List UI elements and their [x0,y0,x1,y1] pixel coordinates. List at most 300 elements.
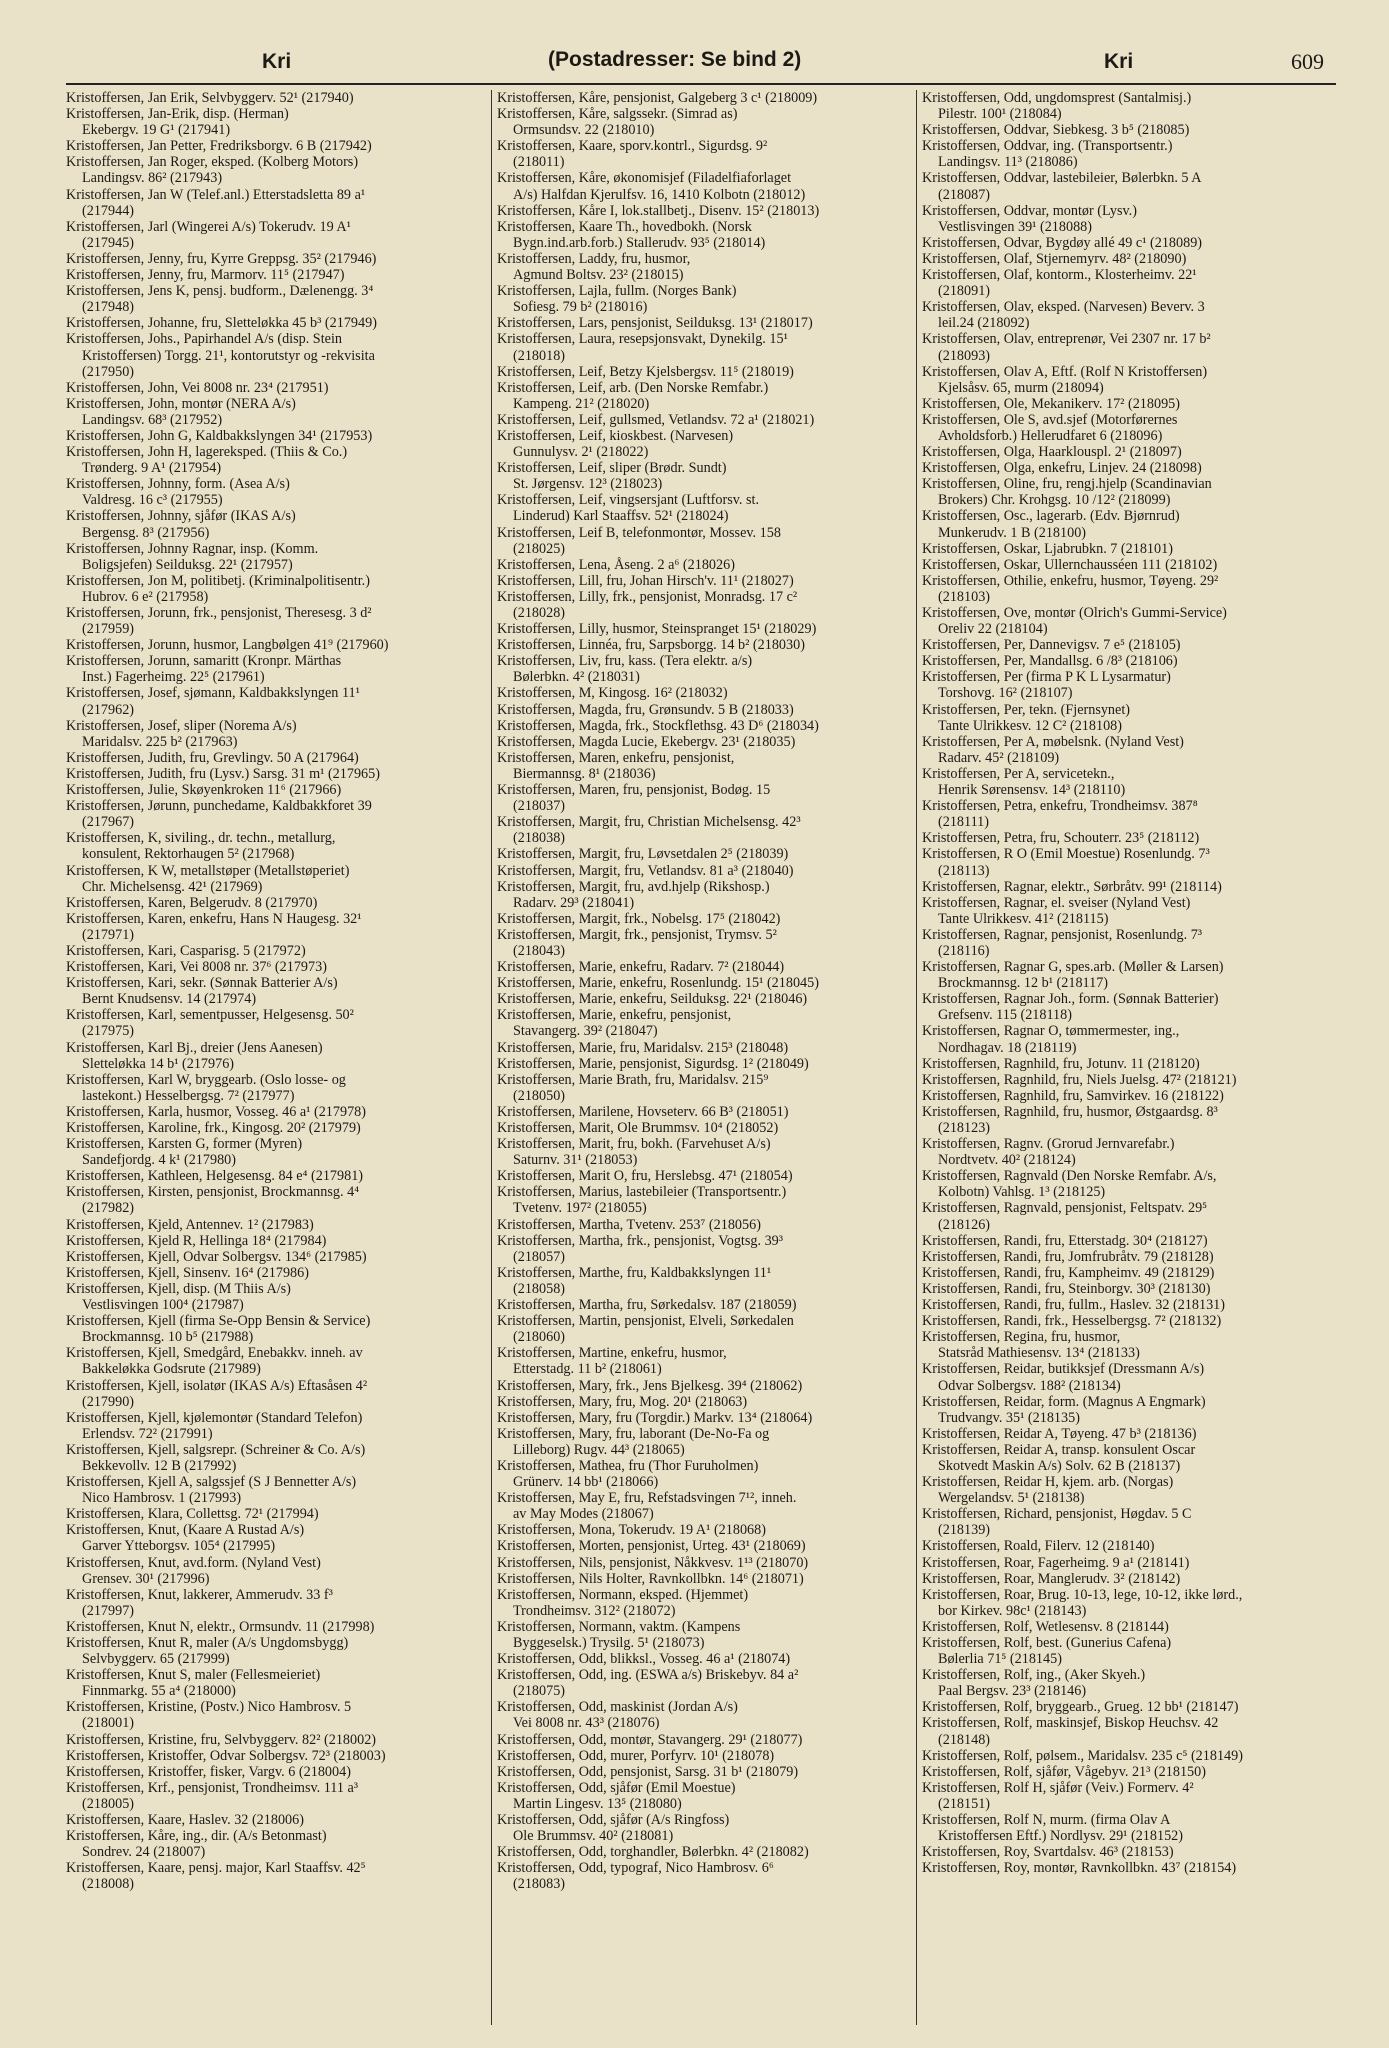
directory-entry-line: Kristoffersen, Jenny, fru, Kyrre Greppsg. 35² (217946) [66,250,377,267]
directory-entry-line: Bakkeløkka Godsrute (217989) [82,1361,261,1378]
directory-entry-line: Kristoffersen, Kari, sekr. (Sønnak Batterier A/s) [66,975,338,992]
directory-entry-line: Kolbotn) Vahlsg. 1³ (218125) [938,1184,1106,1201]
directory-entry-line: (217971) [82,926,135,943]
directory-entry-line: Kristoffersen, Jorunn, frk., pensjonist, Theresesg. 3 d² [66,605,372,621]
directory-entry-line: Munkerudv. 1 B (218100) [938,524,1087,541]
directory-entry-line: Kristoffersen, Kari, Casparisg. 5 (217972) [66,942,306,959]
directory-entry-line: Kristoffersen, Kristoffer, Odvar Solbergsv. 72³ (218003) [66,1747,386,1764]
directory-entry-line: Kristoffersen, Petra, fru, Schouterr. 23⁵ (218112) [922,830,1200,847]
directory-entry-line: Kristoffersen, Knut, lakkerer, Ammerudv. 33 f³ [66,1586,333,1603]
directory-entry-line: Kristoffersen, Karla, husmor, Vosseg. 46 a¹ (217978) [66,1103,366,1120]
directory-entry-line: Inst.) Fagerheimg. 22⁵ (217961) [82,669,265,686]
directory-entry-line: Kristoffersen, Jorunn, husmor, Langbølgen 41⁹ (217960) [66,637,389,654]
directory-entry-line: Kristoffersen, Odd, maskinist (Jordan A/s) [497,1699,738,1716]
directory-entry-line: Kristoffersen, Marius, lastebileier (Transportsentr.) [497,1184,787,1201]
directory-entry-line: Kristoffersen, Ove, montør (Olrich's Gummi-Service) [922,605,1227,621]
directory-entry-line: Ole Brummsv. 40² (218081) [513,1828,674,1845]
directory-entry-line: Kristoffersen, Jan Erik, Selvbyggerv. 52¹ (217940) [66,90,354,106]
directory-entry-line: (218060) [513,1329,566,1346]
directory-entry-line: Kristoffersen, Knut, (Kaare A Rustad A/s) [66,1522,305,1539]
directory-entry-line: Kristoffersen, Nils, pensjonist, Nåkkvesv. 1¹³ (218070) [497,1554,809,1571]
header-left: Kri [262,50,292,73]
directory-entry-line: Torshovg. 16² (218107) [938,685,1073,702]
directory-entry-line: Kristoffersen, Olav A, Eftf. (Rolf N Kristoffersen) [922,363,1208,380]
directory-entry-line: Kristoffersen, Knut S, maler (Fellesmeieriet) [66,1667,321,1684]
directory-entry-line: Statsråd Mathiesensv. 13⁴ (218133) [938,1345,1140,1362]
directory-entry-line: (218111) [938,814,989,831]
directory-entry-line: Kristoffersen, Karl, sementpusser, Helgesensg. 50² [66,1007,354,1024]
directory-entry-line: Pilestr. 100¹ (218084) [938,106,1062,123]
directory-entry-line: (218139) [938,1522,991,1539]
directory-entry-line: Kristoffersen, Kristine, (Postv.) Nico Hambrosv. 5 [66,1699,352,1716]
directory-entry-line: Kristoffersen, Marit, Ole Brummsv. 10⁴ (218052) [497,1120,779,1136]
directory-entry-line: Kristoffersen, Randi, fru, Etterstadg. 30⁴ (218127) [922,1232,1208,1249]
directory-entry-line: Erlendsv. 72² (217991) [82,1425,213,1442]
directory-entry-line: Kristoffersen, Reidar, form. (Magnus A Engmark) [922,1393,1206,1410]
directory-entry-line: Tante Ulrikkesv. 12 C² (218108) [938,717,1122,734]
directory-entry-line: Kristoffersen, Mathea, fru (Thor Furuholmen) [497,1457,759,1474]
directory-entry-line: Kristoffersen, Lilly, frk., pensjonist, Monradsg. 17 c² [497,588,798,605]
directory-entry-line: (218028) [513,605,566,621]
directory-entry-line: Kristoffersen, Oddvar, Siebkesg. 3 b⁵ (218085) [922,122,1190,139]
directory-entry-line: Kristoffersen, John, Vei 8008 nr. 23⁴ (217951) [66,379,329,396]
directory-entry-line: Kristoffersen, Marie, enkefru, Seilduksg. 22¹ (218046) [497,991,808,1008]
directory-entry-line: Grensev. 30¹ (217996) [82,1570,210,1587]
directory-entry-line: leil.24 (218092) [938,315,1030,332]
directory-entry-line: Kristoffersen, Olga, Haarklouspl. 2¹ (218097) [922,444,1182,461]
directory-entry-line: Landingsv. 11³ (218086) [938,154,1078,171]
directory-entry-line: Kristoffersen, Leif, Betzy Kjelsbergsv. 11⁵ (218019) [497,363,794,380]
column-3 [916,90,1337,2025]
directory-entry-line: Kristoffersen, Roar, Brug. 10-13, lege, 10-12, ikke lørd., [922,1586,1243,1603]
directory-entry-line: Kristoffersen, Ragnvald (Den Norske Remfabr. A/s, [922,1168,1217,1185]
directory-entry-line: Kristoffersen, Karl Bj., dreier (Jens Aanesen) [66,1039,323,1056]
directory-entry-line: Kristoffersen, Karen, enkefru, Hans N Haugesg. 32¹ [66,910,362,927]
directory-entry-line: Kristoffersen, Kristine, fru, Selvbyggerv. 82² (218002) [66,1731,377,1748]
directory-entry-line: (217975) [82,1023,135,1040]
directory-entry-line: Kristoffersen, Knut R, maler (A/s Ungdomsbygg) [66,1635,349,1651]
directory-entry-line: Kristoffersen, Olav, entreprenør, Vei 2307 nr. 17 b² [922,331,1211,348]
directory-entry-line: (218148) [938,1731,991,1748]
directory-entry-line: Trondheimsv. 312² (218072) [513,1602,676,1619]
directory-entry-line: Skotvedt Maskin A/s) Solv. 62 B (218137) [938,1457,1181,1474]
directory-entry-line: Paal Bergsv. 23³ (218146) [938,1683,1087,1700]
directory-entry-line: Ormsundsv. 22 (218010) [513,122,655,139]
directory-entry-line: Kristoffersen, Petra, enkefru, Trondheimsv. 387⁸ [922,798,1198,815]
directory-entry-line: Kristoffersen, Rolf, ing., (Aker Skyeh.) [922,1667,1146,1684]
directory-entry-line: (218091) [938,283,991,300]
directory-entry-line: (218075) [513,1683,566,1700]
directory-entry-line: Kristoffersen, Johnny, sjåfør (IKAS A/s) [66,508,296,525]
directory-entry-line: Kristoffersen, Oddvar, montør (Lysv.) [922,202,1137,219]
directory-entry-line: Vestlisvingen 39¹ (218088) [938,218,1092,235]
directory-entry-line: Kristoffersen, Roald, Filerv. 12 (218140) [922,1538,1155,1555]
directory-entry-line: Kristoffersen, Odd, torghandler, Bølerbkn. 4² (218082) [497,1844,809,1861]
directory-entry-line: Kristoffersen, Richard, pensjonist, Høgdav. 5 C [922,1506,1192,1523]
directory-entry-line: Kristoffersen, Odd, murer, Porfyrv. 10¹ (218078) [497,1747,775,1764]
directory-entry-line: Ekebergv. 19 G¹ (217941) [82,122,231,139]
directory-entry-line: Kristoffersen, Leif, kioskbest. (Narvesen) [497,427,734,444]
directory-entry-line: Kristoffersen, Jorunn, samaritt (Kronpr. Märthas [66,653,342,670]
directory-entry-line: Sandefjordg. 4 k¹ (217980) [82,1152,236,1169]
directory-entry-line: Gunnulysv. 2¹ (218022) [513,444,649,461]
directory-entry-line: Kristoffersen, Marit O, fru, Herslebsg. 47¹ (218054) [497,1168,793,1185]
directory-entry-line: Kristoffersen, Kjell, Odvar Solbergsv. 134⁶ (217985) [66,1248,367,1265]
directory-entry-line: Kristoffersen, Karen, Belgerudv. 8 (217970) [66,894,318,911]
directory-entry-line: Vestlisvingen 100⁴ (217987) [82,1297,244,1314]
directory-entry-line: Kristoffersen, John H, lagereksped. (Thiis & Co.) [66,444,348,461]
directory-entry-line: Kristoffersen, Magda, frk., Stockflethsg. 43 D⁶ (218034) [497,717,819,734]
directory-entry-line: Kristoffersen, Ragnar, pensjonist, Rosenlundg. 7³ [922,926,1203,943]
directory-entry-line: Kristoffersen, Roy, Svartdalsv. 46³ (218153) [922,1844,1174,1861]
directory-entry-line: Kristoffersen, Karoline, frk., Kingosg. 20² (217979) [66,1120,361,1136]
directory-entry-line: Kristoffersen, Martha, Tvetenv. 253⁷ (218056) [497,1216,761,1233]
directory-entry-line: Kristoffersen, Magda Lucie, Ekebergv. 23¹ (218035) [497,733,796,750]
directory-entry-line: (218011) [513,154,565,171]
directory-entry-line: Kristoffersen, Olga, enkefru, Linjev. 24 (218098) [922,460,1202,477]
directory-entry-line: Kristoffersen, Morten, pensjonist, Urteg. 43¹ (218069) [497,1538,806,1555]
directory-entry-line: Kristoffersen, Kaare Th., hovedbokh. (Norsk [497,218,752,235]
directory-entry-line: Kristoffersen, Rolf, maskinsjef, Biskop Heuchsv. 42 [922,1715,1219,1732]
directory-entry-line: Kristoffersen, Per A, møbelsnk. (Nyland Vest) [922,733,1184,750]
directory-entry-line: Kristoffersen, Olaf, kontorm., Klosterheimv. 22¹ [922,267,1197,284]
directory-entry-line: Kristoffersen, Odd, pensjonist, Sarsg. 31 b¹ (218079) [497,1763,799,1780]
directory-entry-line: Sondrev. 24 (218007) [82,1844,206,1861]
directory-entry-line: Kristoffersen, Karl W, bryggearb. (Oslo losse- og [66,1071,346,1088]
directory-entry-line: Kristoffersen, Ole S, avd.sjef (Motorførernes [922,411,1178,428]
directory-entry-line: Kristoffersen, Lill, fru, Johan Hirsch'v. 11¹ (218027) [497,572,794,589]
directory-entry-line: Kristoffersen, Margit, fru, Løvsetdalen 2⁵ (218039) [497,846,789,863]
directory-entry-line: Kristoffersen, Margit, fru, Christian Michelsensg. 42³ [497,814,801,831]
directory-entry-line: Kristoffersen, Kaare, Haslev. 32 (218006) [66,1812,304,1829]
directory-entry-line: Kristoffersen, Oline, fru, rengj.hjelp (Scandinavian [922,476,1212,493]
directory-entry-line: Bølerlia 71⁵ (218145) [938,1651,1062,1668]
directory-entry-line: (217997) [82,1602,135,1619]
directory-entry-line: Kristoffersen, Knut, avd.form. (Nyland Vest) [66,1554,321,1571]
directory-entry-line: Kristoffersen, Kåre, ing., dir. (A/s Betonmast) [66,1828,327,1845]
directory-entry-line: Kristoffersen, Ragnar O, tømmermester, ing., [922,1023,1180,1040]
directory-entry-line: Kristoffersen, Marthe, fru, Kaldbakkslyngen 11¹ [497,1264,772,1281]
directory-entry-line: Kristoffersen, Margit, fru, Vetlandsv. 81 a³ (218040) [497,862,794,879]
directory-entry-line: Kristoffersen, Marie, fru, Maridalsv. 215³ (218048) [497,1039,789,1056]
directory-entry-line: Tante Ulrikkesv. 41² (218115) [938,910,1109,927]
directory-entry-line: Kristoffersen, Ragnar, el. sveiser (Nyland Vest) [922,894,1191,911]
directory-entry-line: Kristoffersen, Kåre I, lok.stallbetj., Disenv. 15² (218013) [497,202,820,219]
directory-entry-line: (218050) [513,1087,566,1104]
directory-entry-line: Kristoffersen, Magda, fru, Grønsundv. 5 B (218033) [497,701,794,718]
directory-entry-line: Kristoffersen, Roy, montør, Ravnkollbkn. 43⁷ (218154) [922,1860,1237,1877]
directory-entry-line: Kristoffersen, Leif, gullsmed, Vetlandsv. 72 a¹ (218021) [497,411,815,428]
directory-entry-line: Bekkevollv. 12 B (217992) [82,1457,237,1474]
directory-entry-line: Kristoffersen, Oskar, Ljabrubkn. 7 (218101) [922,540,1173,557]
header-rule [66,83,1336,85]
directory-entry-line: Kristoffersen, Kjell, kjølemontør (Standard Telefon) [66,1409,363,1426]
directory-entry-line: Kristoffersen, Randi, fru, Kampheimv. 49 (218129) [922,1264,1215,1281]
directory-entry-line: Kristoffersen, Oskar, Ullernchausséen 111 (218102) [922,556,1218,573]
directory-entry-line: Kristoffersen, Rolf H, sjåfør (Veiv.) Formerv. 4² [922,1779,1194,1796]
directory-entry-line: Kristoffersen, Julie, Skøyenkroken 11⁶ (217966) [66,782,342,799]
directory-entry-line: Boligsjefen) Seilduksg. 22¹ (217957) [82,556,293,573]
directory-entry-line: (217982) [82,1200,135,1217]
directory-entry-line: Kristoffersen, Ole, Mekanikerv. 17² (218095) [922,395,1180,412]
directory-entry-line: Kristoffersen, Kathleen, Helgesensg. 84 e⁴ (217981) [66,1168,364,1185]
directory-entry-line: Kristoffersen, Olaf, Stjernemyrv. 48² (218090) [922,250,1187,267]
directory-entry-line: Kristoffersen, Kari, Vei 8008 nr. 37⁶ (217973) [66,959,327,976]
directory-entry-line: Kristoffersen, Mary, fru, laborant (De-No-Fa og [497,1425,770,1442]
directory-entry-line: (218151) [938,1795,991,1812]
directory-entry-line: (218058) [513,1280,566,1297]
directory-entry-line: Maridalsv. 225 b² (217963) [82,733,238,750]
directory-entry-line: Kristoffersen, Kjeld R, Hellinga 18⁴ (217984) [66,1232,327,1249]
directory-entry-line: Wergelandsv. 5¹ (218138) [938,1490,1085,1507]
directory-entry-line: Kristoffersen, Lars, pensjonist, Seilduksg. 13¹ (218017) [497,315,813,332]
directory-entry-line: Kristoffersen, Marie, enkefru, Radarv. 7² (218044) [497,959,785,976]
directory-entry-line: St. Jørgensv. 12³ (218023) [513,476,663,493]
directory-entry-line: Kristoffersen, Mary, frk., Jens Bjelkesg. 39⁴ (218062) [497,1377,803,1394]
directory-entry-line: Kristoffersen, M, Kingosg. 16² (218032) [497,685,728,702]
directory-entry-line: Kristoffersen, Kirsten, pensjonist, Brockmannsg. 4⁴ [66,1184,360,1201]
directory-entry-line: Kristoffersen) Torgg. 21¹, kontorutstyr og -rekvisita [82,347,375,364]
directory-entry-line: Biermannsg. 8¹ (218036) [513,765,656,782]
directory-entry-line: Kristoffersen, Kjell A, salgssjef (S J Bennetter A/s) [66,1474,357,1491]
directory-entry-line: Sletteløkka 14 b¹ (217976) [82,1055,235,1072]
directory-entry-line: Kristoffersen, Odd, ungdomsprest (Santalmisj.) [922,90,1192,106]
directory-entry-line: Kristoffersen, Knut N, elektr., Ormsundv. 11 (217998) [66,1618,375,1635]
directory-entry-line: (218103) [938,588,991,605]
directory-entry-line: Kristoffersen, Maren, enkefru, pensjonist, [497,749,735,766]
directory-entry-line: Nordhagav. 18 (218119) [938,1039,1077,1056]
directory-entry-line: Kristoffersen, Reidar, butikksjef (Dressmann A/s) [922,1361,1205,1378]
directory-entry-line: Kristoffersen, Odd, sjåfør (A/s Ringfoss) [497,1812,730,1829]
directory-entry-line: (218005) [82,1795,135,1812]
directory-entry-line: Grünerv. 14 bb¹ (218066) [513,1474,659,1491]
directory-entry-line: Kristoffersen, Marie Brath, fru, Maridalsv. 215⁹ [497,1071,769,1088]
directory-entry-line: Kristoffersen, Roar, Manglerudv. 3² (218142) [922,1570,1181,1587]
directory-entry-line: Kristoffersen, Per A, servicetekn., [922,765,1115,782]
directory-entry-line: Kristoffersen, May E, fru, Refstadsvingen 7¹², inneh. [497,1490,797,1507]
columns [66,90,1336,2025]
directory-entry-line: Kristoffersen, John, montør (NERA A/s) [66,395,296,412]
directory-entry-line: (218038) [513,830,566,847]
directory-entry-line: Kristoffersen, Ragnv. (Grorud Jernvarefabr.) [922,1136,1175,1153]
header-center: (Postadresser: Se bind 2) [548,48,802,71]
directory-entry-line: Etterstadg. 11 b² (218061) [513,1361,662,1378]
directory-entry-line: Trønderg. 9 A¹ (217954) [82,460,222,477]
directory-entry-line: Kristoffersen, Kjell, Smedgård, Enebakkv. inneh. av [66,1345,363,1362]
directory-entry-line: Kristoffersen, Laddy, fru, husmor, [497,250,691,267]
directory-entry-line: Bergensg. 8³ (217956) [82,524,210,541]
directory-entry-line: Kristoffersen, Johnny Ragnar, insp. (Komm. [66,540,319,557]
directory-entry-line: Kristoffersen, Kjell, isolatør (IKAS A/s) Eftasåsen 4² [66,1377,368,1394]
directory-entry-line: Lilleborg) Rugv. 44³ (218065) [513,1441,685,1458]
directory-entry-line: Kristoffersen, Kjell, salgsrepr. (Schreiner & Co. A/s) [66,1441,366,1458]
directory-entry-line: (217948) [82,299,135,316]
directory-entry-line: Kristoffersen, R O (Emil Moestue) Rosenlundg. 7³ [922,846,1210,863]
directory-entry-line: Kristoffersen, Odd, typograf, Nico Hambrosv. 6⁶ [497,1860,774,1877]
directory-entry-line: Martin Lingesv. 13⁵ (218080) [513,1795,682,1812]
directory-entry-line: Kristoffersen, Randi, frk., Hesselbergsg. 7² (218132) [922,1313,1222,1330]
page-number: 609 [1291,49,1324,74]
directory-entry-line: Kristoffersen, Leif, vingsersjant (Luftforsv. st. [497,492,760,509]
directory-entry-line: Kristoffersen, Ragnhild, fru, Samvirkev. 16 (218122) [922,1087,1224,1104]
directory-entry-line: Nordtvetv. 40² (218124) [938,1152,1076,1169]
directory-entry-line: Chr. Michelsensg. 42¹ (217969) [82,878,263,895]
directory-entry-line: (217950) [82,363,135,380]
directory-entry-line: Kristoffersen, Judith, fru (Lysv.) Sarsg. 31 m¹ (217965) [66,765,380,782]
column-2 [491,90,912,2025]
directory-entry-line: Grefsenv. 115 (218118) [938,1007,1072,1024]
directory-entry-line: Kristoffersen, Judith, fru, Grevlingv. 50 A (217964) [66,749,359,766]
directory-entry-line: Kristoffersen, Reidar A, transp. konsulent Oscar [922,1441,1196,1458]
directory-entry-line: Kristoffersen, Mary, fru (Torgdir.) Markv. 13⁴ (218064) [497,1409,813,1426]
directory-entry-line: Kristoffersen, Jan Roger, eksped. (Kolberg Motors) [66,154,359,171]
directory-entry-line: Kristoffersen, Marie, enkefru, Rosenlundg. 15¹ (218045) [497,975,819,992]
directory-entry-line: Radarv. 45² (218109) [938,749,1060,766]
directory-entry-line: Kristoffersen, Randi, fru, fullm., Haslev. 32 (218131) [922,1297,1226,1314]
directory-entry-line: Kristoffersen, Leif, arb. (Den Norske Remfabr.) [497,379,769,396]
directory-entry-line: Kristoffersen, Marilene, Hovseterv. 66 B³ (218051) [497,1103,789,1120]
directory-entry-line: Kristoffersen, Reidar H, kjem. arb. (Norgas) [922,1474,1174,1491]
directory-entry-line: Tvetenv. 197² (218055) [513,1200,647,1217]
directory-entry-line: Kristoffersen, Oddvar, ing. (Transportsentr.) [922,138,1173,155]
directory-entry-line: Kristoffersen, Ragnhild, fru, Niels Juelsg. 47² (218121) [922,1071,1237,1088]
directory-entry-line: Kristoffersen, Leif B, telefonmontør, Mossev. 158 [497,524,781,541]
directory-entry-line: Kristoffersen, John G, Kaldbakkslyngen 34¹ (217953) [66,427,373,444]
directory-entry-line: Kristoffersen, Randi, fru, Steinborgv. 30³ (218130) [922,1280,1211,1297]
directory-entry-line: Nico Hambrosv. 1 (217993) [82,1490,242,1507]
page-header [66,40,1336,80]
directory-entry-line: (218037) [513,798,566,815]
directory-entry-line: Kristoffersen, Kjeld, Antennev. 1² (217983) [66,1216,314,1233]
directory-entry-line: Kristoffersen, Marit, fru, bokh. (Farvehuset A/s) [497,1136,771,1153]
directory-entry-line: Kristoffersen, Martha, fru, Sørkedalsv. 187 (218059) [497,1297,797,1314]
directory-entry-line: Kristoffersen, Leif, sliper (Brødr. Sundt) [497,460,727,477]
directory-entry-line: konsulent, Rektorhaugen 5² (217968) [82,846,295,863]
directory-entry-line: Landingsv. 86² (217943) [82,170,223,187]
directory-entry-line: Kristoffersen, Martin, pensjonist, Elveli, Sørkedalen [497,1313,794,1330]
directory-entry-line: Valdresg. 16 c³ (217955) [82,492,223,509]
directory-entry-line: Kjelsåsv. 65, murm (218094) [938,379,1104,396]
directory-entry-line: Kristoffersen, Ragnar Joh., form. (Sønnak Batterier) [922,991,1219,1008]
directory-entry-line: Kristoffersen, Per, tekn. (Fjernsynet) [922,701,1130,718]
directory-entry-line: (217944) [82,202,135,219]
directory-entry-line: Kristoffersen, Josef, sliper (Norema A/s) [66,717,297,734]
directory-entry-line: (218043) [513,942,566,959]
directory-entry-line: Kristoffersen, Normann, eksped. (Hjemmet) [497,1586,749,1603]
directory-entry-line: Kristoffersen, Reidar A, Tøyeng. 47 b³ (218136) [922,1425,1197,1442]
directory-entry-line: (218116) [938,942,990,959]
directory-entry-line: Kristoffersen, Marie, pensjonist, Sigurdsg. 1² (218049) [497,1055,809,1072]
directory-entry-line: Kristoffersen, Othilie, enkefru, husmor, Tøyeng. 29² [922,572,1219,589]
directory-entry-line: Kristoffersen, Margit, fru, avd.hjelp (Rikshosp.) [497,878,770,895]
directory-entry-line: Brockmannsg. 10 b⁵ (217988) [82,1329,254,1346]
directory-entry-line: Kristoffersen, Jenny, fru, Marmorv. 11⁵ (217947) [66,267,345,284]
directory-entry-line: Kristoffersen, Margit, frk., pensjonist, Trymsv. 5² [497,926,777,943]
directory-entry-line: Kristoffersen, Johnny, form. (Asea A/s) [66,476,290,493]
directory-entry-line: Kristoffersen, Rolf, best. (Gunerius Cafena) [922,1635,1172,1651]
directory-entry-line: Sofiesg. 79 b² (218016) [513,299,648,316]
directory-entry-line: Kristoffersen, Kjell (firma Se-Opp Bensin & Service) [66,1313,371,1330]
directory-entry-line: Agmund Boltsv. 23² (218015) [513,267,684,284]
directory-entry-line: Kristoffersen, Nils Holter, Ravnkollbkn. 14⁶ (218071) [497,1570,804,1587]
directory-entry-line: Trudvangv. 35¹ (218135) [938,1409,1080,1426]
directory-entry-line: Bølerbkn. 4² (218031) [513,669,640,686]
directory-entry-line: (218123) [938,1120,991,1136]
directory-entry-line: Kristoffersen, Jørunn, punchedame, Kaldbakkforet 39 [66,798,372,815]
directory-entry-line: Kristoffersen, Kåre, pensjonist, Galgeberg 3 c¹ (218009) [497,90,818,106]
directory-entry-line: Kristoffersen, Odd, sjåfør (Emil Moestue) [497,1779,736,1796]
directory-entry-line: Brokers) Chr. Krohgsg. 10 /12² (218099) [938,492,1171,509]
directory-entry-line: Stavangerg. 39² (218047) [513,1023,658,1040]
directory-entry-line: Kristoffersen, Ragnar G, spes.arb. (Møller & Larsen) [922,959,1224,976]
directory-entry-line: Kristoffersen, Ragnhild, fru, husmor, Østgaardsg. 8³ [922,1103,1218,1120]
directory-entry-line: (217990) [82,1393,135,1410]
directory-entry-line: Kristoffersen, Rolf N, murm. (firma Olav A [922,1812,1171,1829]
directory-entry-line: Saturnv. 31¹ (218053) [513,1152,638,1169]
directory-entry-line: Kristoffersen, Margit, frk., Nobelsg. 17⁵ (218042) [497,910,781,927]
directory-entry-line: Vei 8008 nr. 43³ (218076) [513,1715,660,1732]
directory-entry-line: Kristoffersen, Martha, frk., pensjonist, Vogtsg. 39³ [497,1232,784,1249]
directory-entry-line: av May Modes (218067) [513,1506,654,1523]
directory-entry-line: Kristoffersen, Marie, enkefru, pensjonist, [497,1007,732,1024]
directory-entry-line: Kristoffersen, Jan Petter, Fredriksborgv. 6 B (217942) [66,138,372,155]
directory-entry-line: Kristoffersen, Kåre, økonomisjef (Filadelfiaforlaget [497,170,792,187]
directory-entry-line: Kristoffersen, Mona, Tokerudv. 19 A¹ (218068) [497,1522,766,1539]
directory-entry-line: Kristoffersen, Rolf, Wetlesensv. 8 (218144) [922,1618,1169,1635]
directory-entry-line: Kristoffersen, Mary, fru, Mog. 20¹ (218063) [497,1393,748,1410]
directory-entry-line: Kristoffersen, Martine, enkefru, husmor, [497,1345,727,1362]
directory-entry-line: Kristoffersen, Kåre, salgssekr. (Simrad as) [497,106,738,123]
directory-entry-line: (218093) [938,347,991,364]
directory-entry-line: Kristoffersen, Per, Mandallsg. 6 /8³ (218106) [922,653,1178,670]
directory-entry-line: Kristoffersen, Odvar, Bygdøy allé 49 c¹ (218089) [922,234,1203,251]
directory-entry-line: Kristoffersen, Per (firma P K L Lysarmatur) [922,669,1171,686]
directory-entry-line: Kristoffersen, Krf., pensjonist, Trondheimsv. 111 a³ [66,1779,359,1796]
directory-entry-line: (217962) [82,701,135,718]
directory-entry-line: Kristoffersen, Linnéa, fru, Sarpsborgg. 14 b² (218030) [497,637,805,654]
column-1 [66,90,481,2025]
directory-entry-line: bor Kirkev. 98c¹ (218143) [938,1602,1087,1619]
directory-entry-line: Kristoffersen, Ragnvald, pensjonist, Feltspatv. 29⁵ [922,1200,1208,1217]
directory-entry-line: Selvbyggerv. 65 (217999) [82,1651,230,1668]
directory-entry-line: (218001) [82,1715,135,1732]
directory-entry-line: (218126) [938,1216,991,1233]
directory-page [66,40,1336,2025]
directory-entry-line: Kristoffersen, Kjell, Sinsenv. 16⁴ (217986) [66,1264,309,1281]
directory-entry-line: (218008) [82,1876,135,1893]
directory-entry-line: Kristoffersen, Jarl (Wingerei A/s) Tokerudv. 19 A¹ [66,218,351,235]
directory-entry-line: Kristoffersen, Lilly, husmor, Steinspranget 15¹ (218029) [497,621,817,638]
directory-entry-line: Henrik Sørensensv. 14³ (218110) [938,782,1126,799]
directory-entry-line: lastekont.) Hesselbergsg. 7² (217977) [82,1087,295,1104]
directory-entry-line: Kristoffersen, Jens K, pensj. budform., Dælenengg. 3⁴ [66,283,374,300]
directory-entry-line: Kristoffersen, Maren, fru, pensjonist, Bodøg. 15 [497,782,771,799]
directory-entry-line: (217959) [82,621,135,638]
directory-entry-line: Kristoffersen, Johs., Papirhandel A/s (disp. Stein [66,331,342,348]
directory-entry-line: Kristoffersen, Rolf, bryggearb., Grueg. 12 bb¹ (218147) [922,1699,1239,1716]
directory-entry-line: Kristoffersen, Normann, vaktm. (Kampens [497,1618,741,1635]
directory-entry-line: Kristoffersen, Lena, Åseng. 2 a⁶ (218026) [497,556,735,573]
directory-entry-line: Kristoffersen, Kristoffer, fisker, Vargv. 6 (218004) [66,1763,351,1780]
directory-entry-line: Landingsv. 68³ (217952) [82,411,223,428]
directory-entry-line: Kristoffersen, Odd, ing. (ESWA a/s) Briskebyv. 84 a² [497,1667,799,1684]
directory-entry-line: Kristoffersen, Olav, eksped. (Narvesen) Beverv. 3 [922,299,1205,316]
directory-entry-line: Kristoffersen, Jan-Erik, disp. (Herman) [66,106,289,123]
directory-entry-line: Linderud) Karl Staaffsv. 52¹ (218024) [513,508,729,525]
directory-entry-line: (218018) [513,347,566,364]
directory-entry-line: A/s) Halfdan Kjerulfsv. 16, 1410 Kolbotn (218012) [513,186,806,203]
directory-entry-line: Kristoffersen, Odd, montør, Stavangerg. 29¹ (218077) [497,1731,803,1748]
